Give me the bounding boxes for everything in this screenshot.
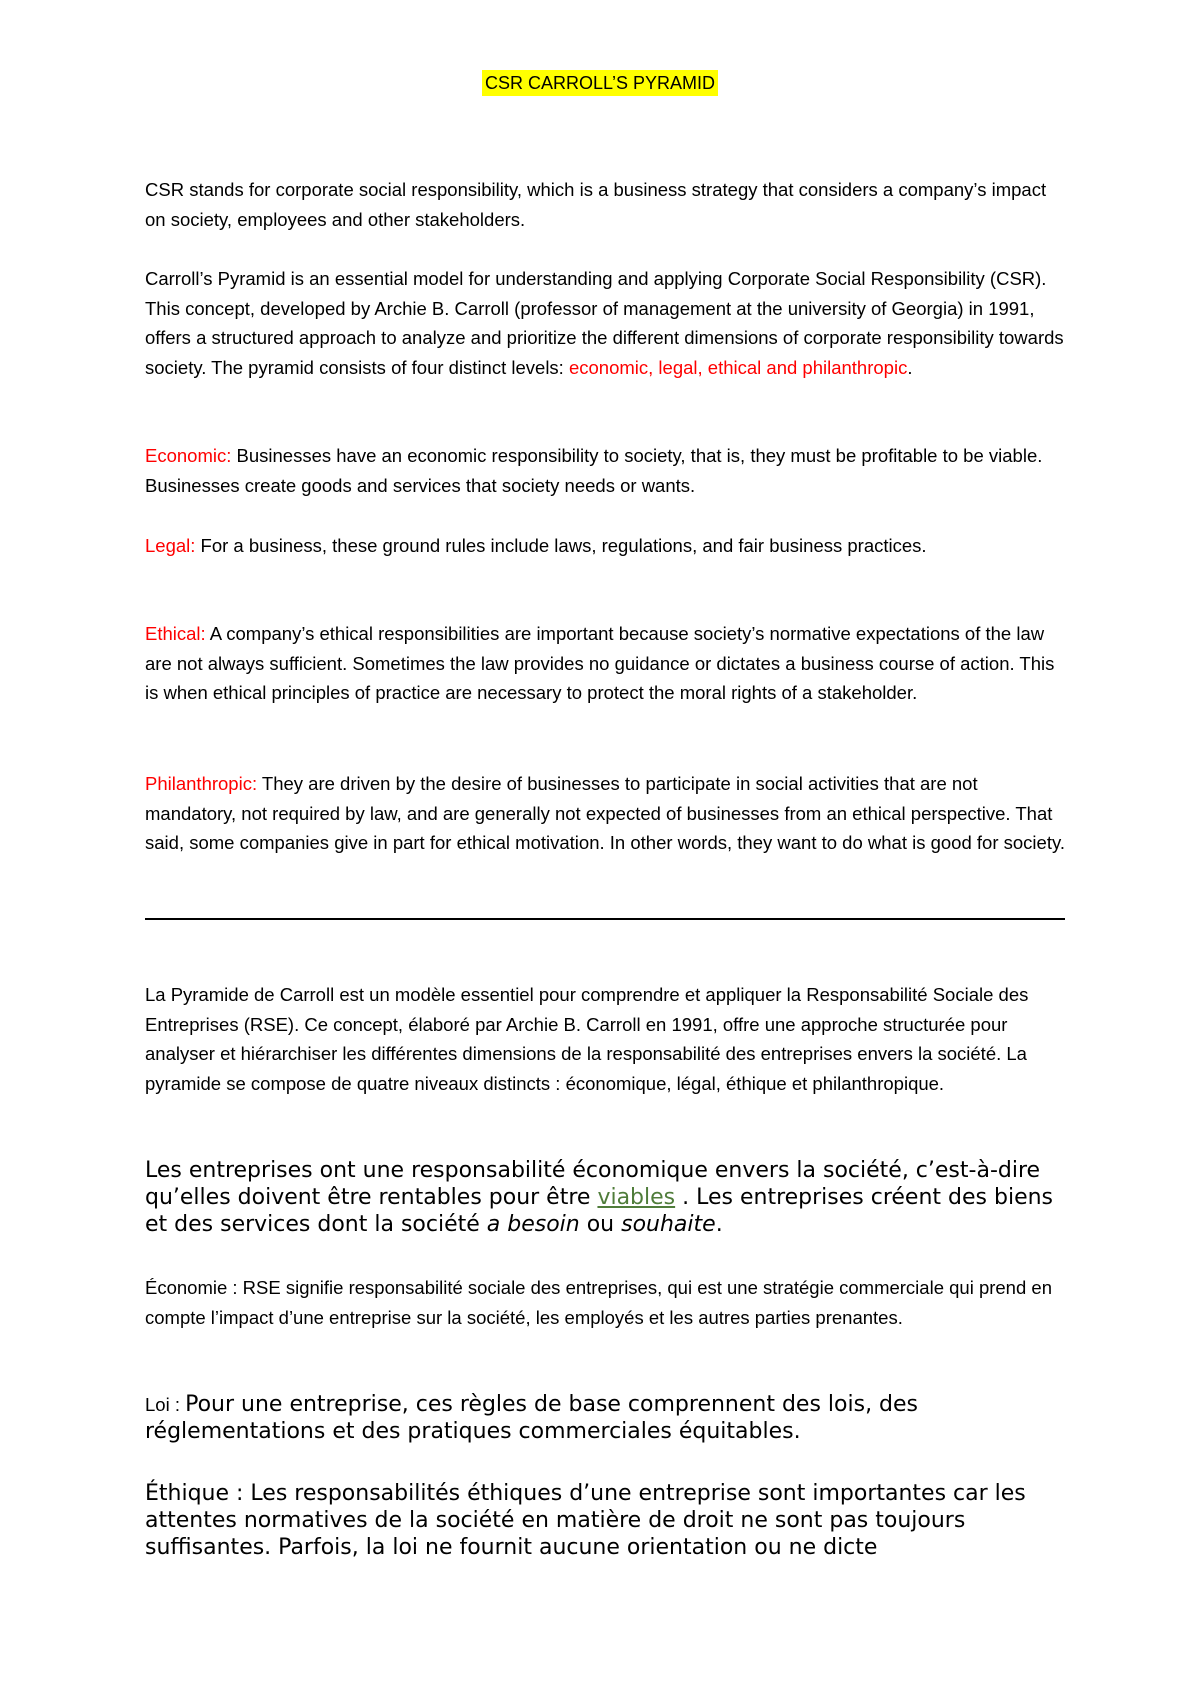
economic-paragraph	[145, 441, 1070, 500]
model-end: .	[907, 356, 913, 378]
fr-model-text: La Pyramide de Carroll est un modèle essentiel pour comprendre et appliquer la Responsabilité Sociale des Entreprises (RSE). Ce concept, élaboré par Archie B. Carroll en 1991, offre une approche structurée pour analyser et hiérarchiser les différentes dimensions de la responsabilité des entreprises envers la société. La pyramide se compose de quatre niveaux distincts : économique, légal, éthique et philanthropique.	[145, 984, 1029, 1094]
horizontal-divider	[145, 918, 1065, 920]
ethical-text: A company’s ethical responsibilities are important because society’s normative expectations of the law are not always sufficient. Sometimes the law provides no guidance or dictates a business course of action. This is when ethical principles of practice are necessary to protect the moral rights of a stakeholder.	[145, 623, 1055, 703]
ethical-paragraph	[145, 619, 1070, 708]
philanthropic-paragraph	[145, 769, 1070, 858]
philanthropic-label: Philanthropic:	[145, 773, 258, 794]
fr-econ-text-a: Les entreprises ont une responsabilité économique envers la société, c’est-à-dire qu’elles doivent être rentables pour être	[145, 1158, 1041, 1210]
intro-paragraph	[145, 175, 1070, 234]
fr-loi-label: Loi :	[145, 1394, 186, 1415]
page-title: CSR CARROLL’S PYRAMID	[482, 70, 718, 96]
fr-econ-italic-1: a besoin	[486, 1212, 580, 1237]
model-levels: economic, legal, ethical and philanthropic	[568, 356, 908, 378]
legal-text: For a business, these ground rules include laws, regulations, and fair business practices.	[195, 535, 927, 556]
legal-label: Legal:	[145, 535, 196, 556]
fr-economie-text: Économie : RSE signifie responsabilité sociale des entreprises, qui est une stratégie commerciale qui prend en compte l’impact d’une entreprise sur la société, les employés et les autres parties prenantes.	[145, 1277, 1052, 1328]
fr-econ-text-d: .	[715, 1212, 723, 1237]
fr-loi-text: Pour une entreprise, ces règles de base comprennent des lois, des réglementations et des pratiques commerciales équitables.	[145, 1392, 919, 1444]
fr-econ-text-b: . Les entreprises créent des biens et des services dont la société	[145, 1185, 1054, 1237]
model-text: Carroll’s Pyramid is an essential model for understanding and applying Corporate Social Responsibility (CSR). This concept, developed by Archie B. Carroll (professor of management at the university of Georgia) in 1991, offers a structured approach to analyze and prioritize the different dimensions of corporate responsibility towards society. The pyramid consists of four distinct levels:	[145, 268, 1064, 378]
legal-paragraph	[145, 531, 1070, 561]
ethical-label: Ethical:	[145, 623, 206, 644]
philanthropic-text: They are driven by the desire of businesses to participate in social activities that are not mandatory, not required by law, and are generally not expected of businesses from an ethical perspective. That said, some companies give in part for ethical motivation. In other words, they want to do what is good for society.	[145, 773, 1065, 853]
fr-economic-paragraph	[145, 1157, 1070, 1238]
economic-text: Businesses have an economic responsibility to society, that is, they must be profitable to be viable. Businesses create goods and services that society needs or wants.	[145, 445, 1043, 496]
viables-link[interactable]: viables	[597, 1185, 676, 1210]
fr-loi-paragraph	[145, 1391, 1070, 1445]
fr-economie-paragraph	[145, 1273, 1070, 1332]
fr-econ-text-c: ou	[579, 1212, 622, 1237]
fr-econ-italic-2: souhaite	[621, 1212, 716, 1237]
title-container	[0, 70, 1200, 96]
fr-model-paragraph	[145, 980, 1070, 1098]
fr-ethique-text: Éthique : Les responsabilités éthiques d’une entreprise sont importantes car les attentes normatives de la société en matière de droit ne sont pas toujours suffisantes. Parfois, la loi ne fournit aucune orientation ou ne dicte	[145, 1481, 1026, 1560]
model-paragraph	[145, 264, 1070, 382]
economic-label: Economic:	[145, 445, 232, 466]
intro-text: CSR stands for corporate social responsibility, which is a business strategy that considers a company’s impact on society, employees and other stakeholders.	[145, 179, 1047, 230]
fr-ethique-paragraph	[145, 1480, 1070, 1561]
